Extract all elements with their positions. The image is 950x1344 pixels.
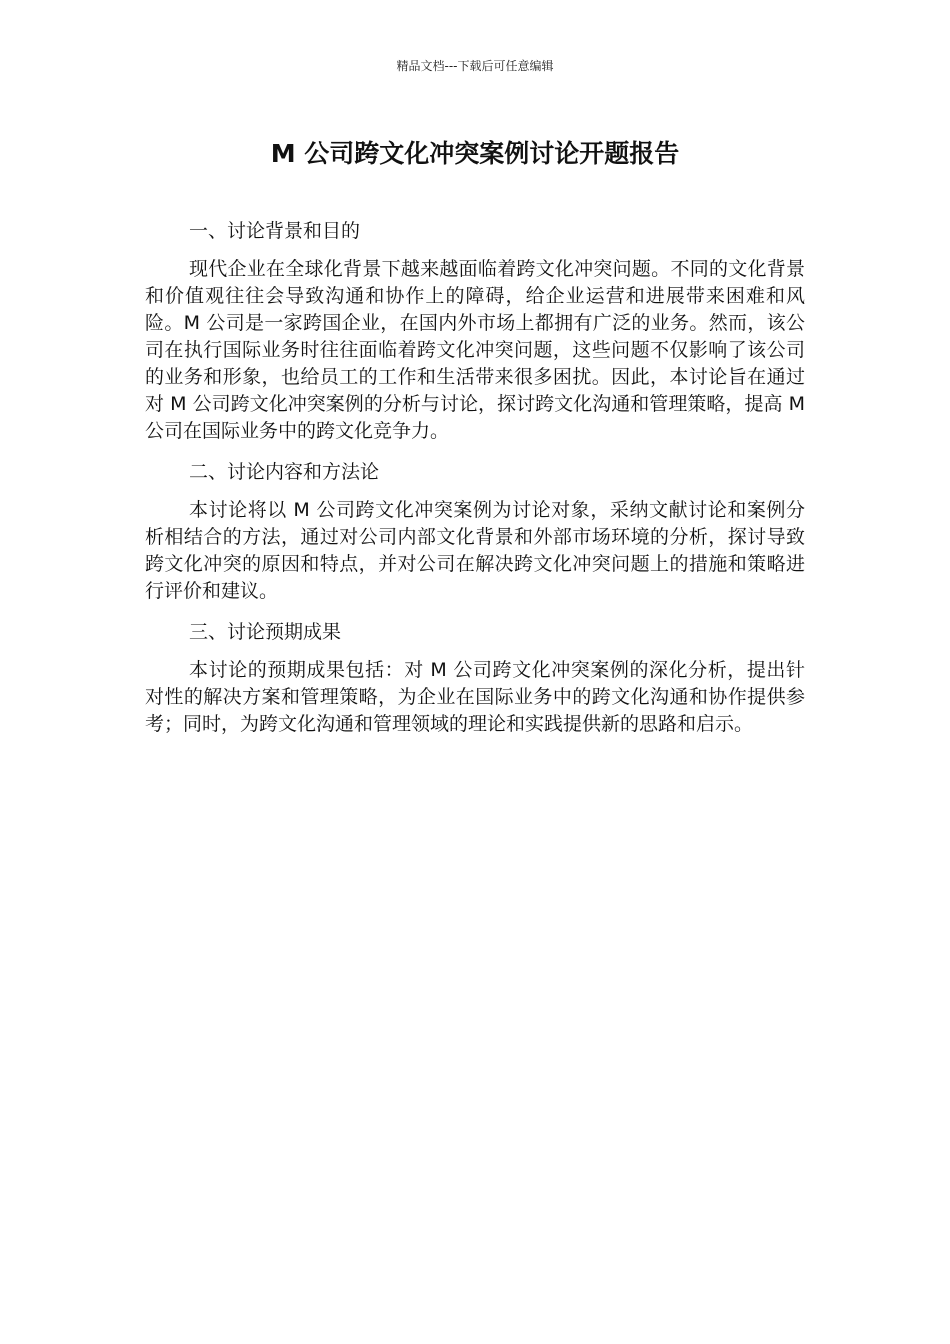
section-background <box>145 216 805 445</box>
document-title: M 公司跨文化冲突案例讨论开题报告 <box>270 139 680 168</box>
section-paragraph: 现代企业在全球化背景下越来越面临着跨文化冲突问题。不同的文化背景和价值观往往会导致沟通和协作上的障碍，给企业运营和进展带来困难和风险。M 公司是一家跨国企业，在国内外市场上都拥有广泛的业务。然而，该公司在执行国际业务时往往面临着跨文化冲突问题，这些问题不仅影响了该公司的业务和形象，也给员工的工作和生活带来很多困扰。因此，本讨论旨在通过对 M 公司跨文化冲突案例的分析与讨论，探讨跨文化沟通和管理策略，提高 M 公司在国际业务中的跨文化竞争力。 <box>145 258 805 442</box>
section-heading: 一、讨论背景和目的 <box>189 220 361 242</box>
header-note: 精品文档---下载后可任意编辑 <box>396 59 554 73</box>
section-paragraph: 本讨论将以 M 公司跨文化冲突案例为讨论对象，采纳文献讨论和案例分析相结合的方法，通过对公司内部文化背景和外部市场环境的分析，探讨导致跨文化冲突的原因和特点，并对公司在解决跨文化冲突问题上的措施和策略进行评价和建议。 <box>145 499 805 602</box>
section-heading: 二、讨论内容和方法论 <box>189 461 380 483</box>
section-content-method <box>145 457 805 605</box>
section-paragraph: 本讨论的预期成果包括：对 M 公司跨文化冲突案例的深化分析，提出针对性的解决方案和管理策略，为企业在国际业务中的跨文化沟通和协作提供参考；同时，为跨文化沟通和管理领域的理论和实践提供新的思路和启示。 <box>145 659 805 735</box>
section-heading: 三、讨论预期成果 <box>189 621 342 643</box>
section-expected-results <box>145 617 805 738</box>
document-body <box>145 216 805 750</box>
